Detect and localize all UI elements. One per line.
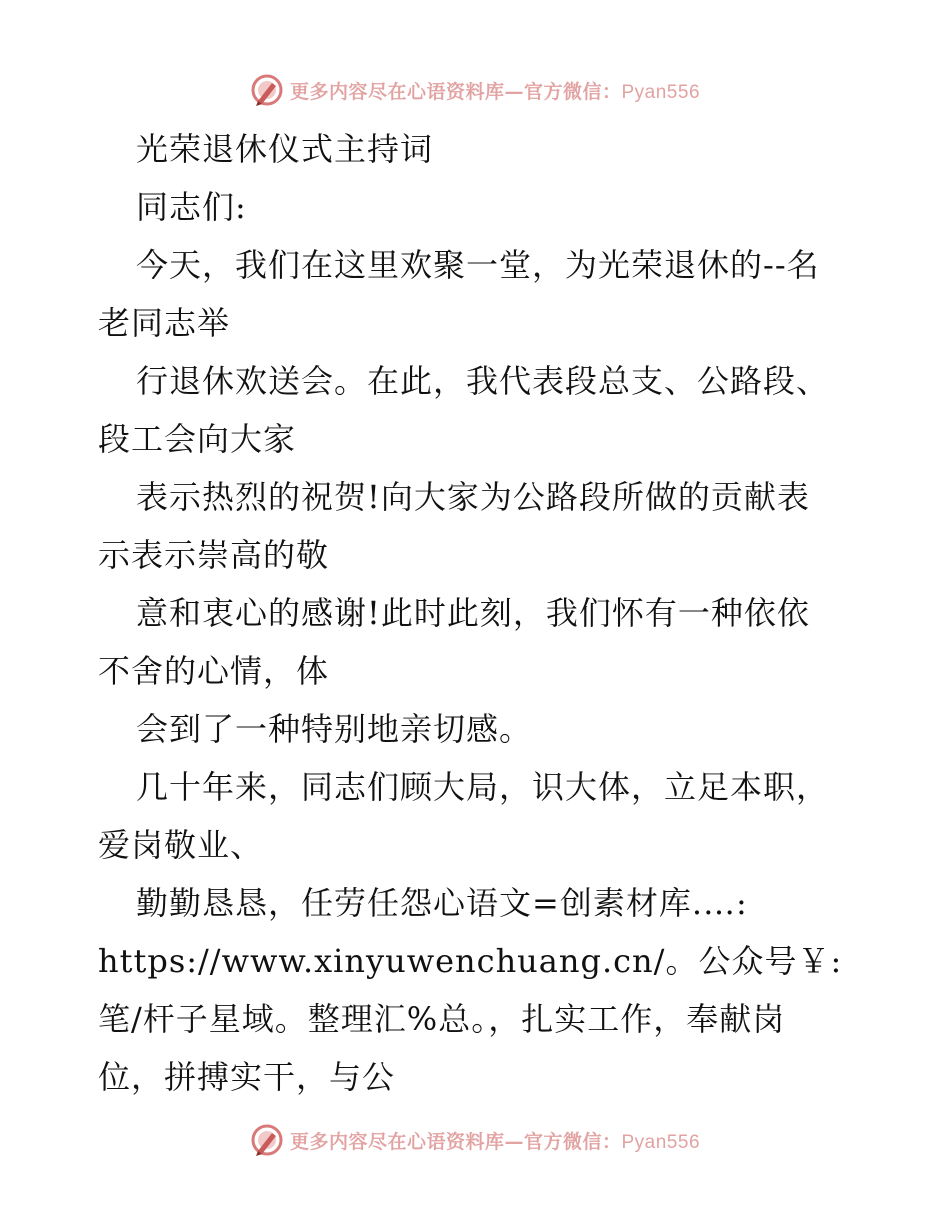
paragraph-line: 位，拼搏实干，与公 xyxy=(98,1058,396,1096)
paragraph-line: 行退休欢送会。在此，我代表段总支、公路段、 xyxy=(136,362,830,400)
footer-watermark xyxy=(0,1120,950,1160)
document-body xyxy=(98,120,858,1106)
watermark-text: 更多内容尽在心语资料库—官方微信：Pyan556 xyxy=(289,80,701,103)
document-title: 光荣退休仪式主持词 xyxy=(136,130,434,168)
paragraph-line: 今天，我们在这里欢聚一堂，为光荣退休的--名 xyxy=(136,246,820,284)
paragraph-line: 笔/杆子星域。整理汇%总。，扎实工作，奉献岗 xyxy=(98,1000,786,1038)
paragraph-line: 几十年来，同志们顾大局，识大体，立足本职， xyxy=(136,768,830,806)
watermark-text: 更多内容尽在心语资料库—官方微信：Pyan556 xyxy=(289,1130,701,1153)
paragraph-line: 同志们: xyxy=(136,188,247,226)
paragraph-line: 老同志举 xyxy=(98,304,231,342)
header-watermark xyxy=(0,70,950,110)
paragraph-line: 会到了一种特别地亲切感。 xyxy=(136,710,533,748)
paragraph-line: 不舍的心情，体 xyxy=(98,652,330,690)
paragraph-line: 勤勤恳恳，任劳任怨心语文=创素材库.…: xyxy=(136,884,748,922)
pen-logo-icon xyxy=(250,1123,284,1157)
pen-logo-icon xyxy=(250,73,284,107)
paragraph-line: 表示热烈的祝贺!向大家为公路段所做的贡献表 xyxy=(136,478,810,516)
paragraph-line: https://www.xinyuwenchuang.cn/。公众号￥: xyxy=(98,942,843,980)
paragraph-line: 示表示崇高的敬 xyxy=(98,536,330,574)
paragraph-line: 意和衷心的感谢!此时此刻，我们怀有一种依依 xyxy=(136,594,810,632)
paragraph-line: 段工会向大家 xyxy=(98,420,297,458)
paragraph-line: 爱岗敬业、 xyxy=(98,826,264,864)
